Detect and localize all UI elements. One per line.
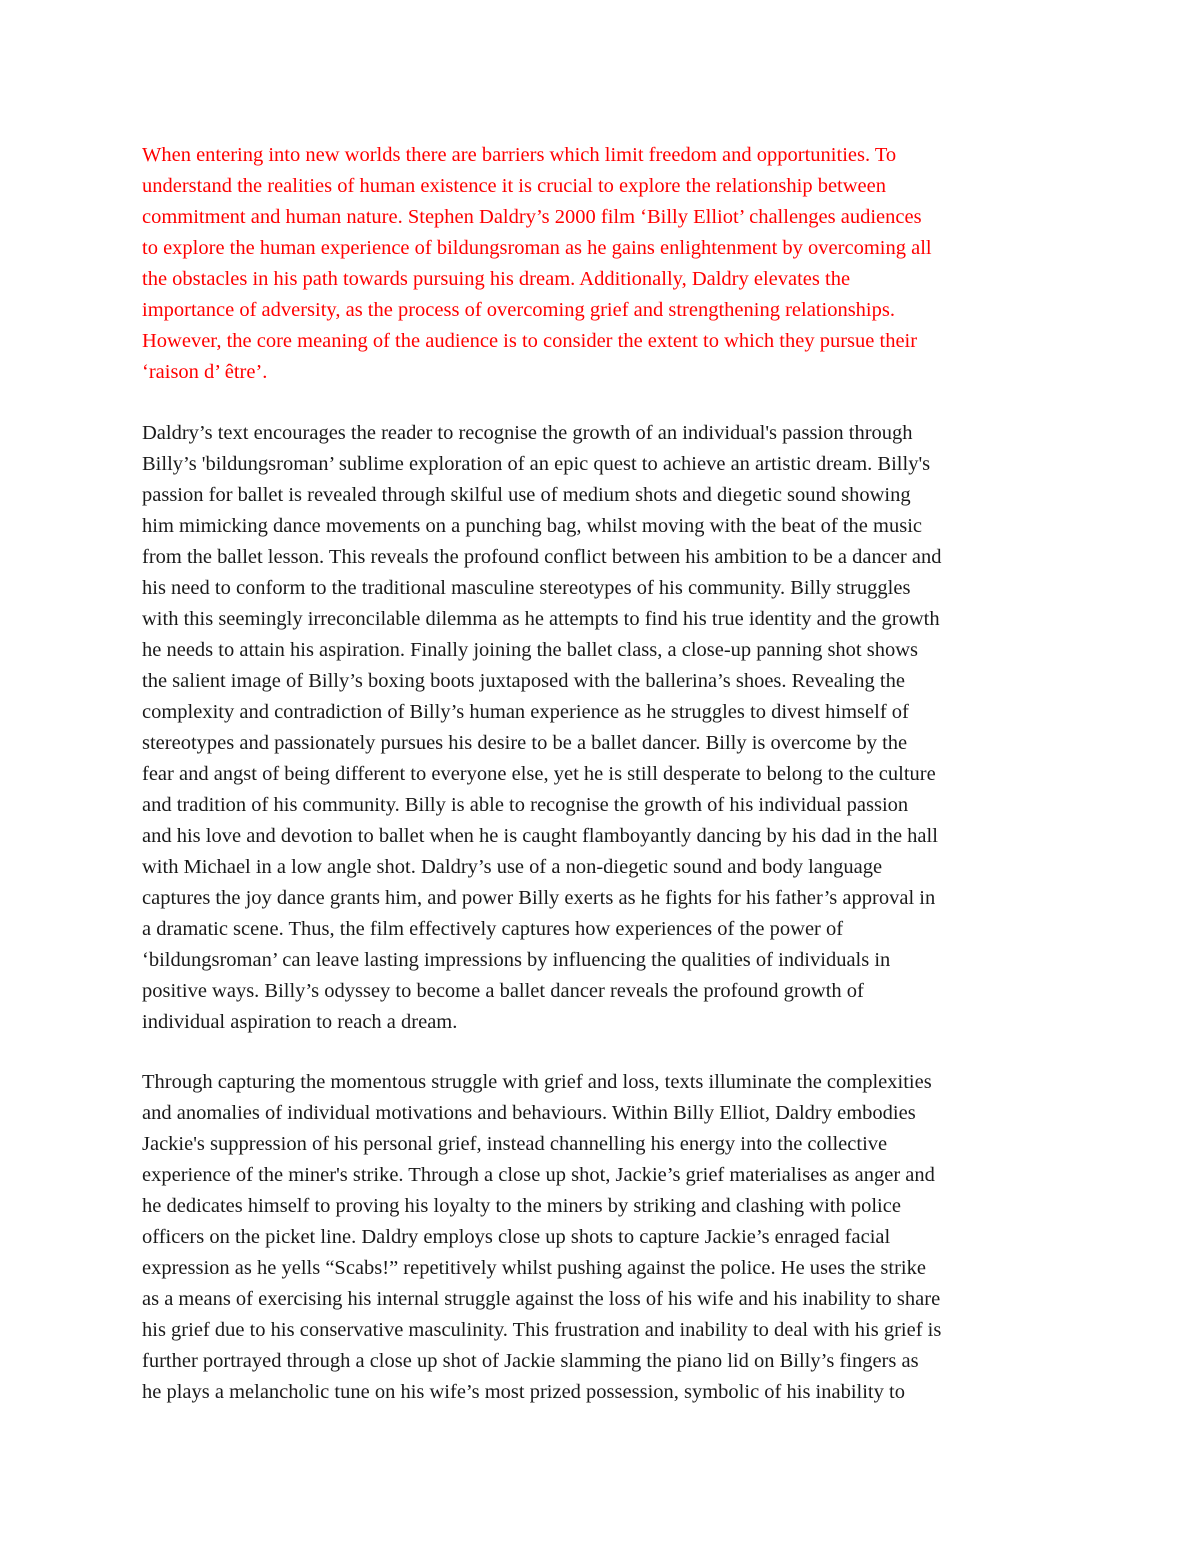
body-line: with Michael in a low angle shot. Daldry’s use of a non-diegetic sound and body language [142, 856, 883, 878]
body-line: individual aspiration to reach a dream. [142, 1011, 458, 1033]
body-line: Through capturing the momentous struggle with grief and loss, texts illuminate the complexities [142, 1071, 932, 1093]
body-line: a dramatic scene. Thus, the film effectively captures how experiences of the power of [142, 918, 844, 940]
body-line: ‘bildungsroman’ can leave lasting impressions by influencing the qualities of individuals in [142, 949, 891, 971]
body-line: positive ways. Billy’s odyssey to become a ballet dancer reveals the profound growth of [142, 980, 864, 1002]
body-line: with this seemingly irreconcilable dilemma as he attempts to find his true identity and the growth [142, 608, 940, 630]
intro-line: understand the realities of human existence it is crucial to explore the relationship between [142, 175, 887, 197]
body-line: Daldry’s text encourages the reader to recognise the growth of an individual's passion through [142, 422, 913, 444]
body-line: stereotypes and passionately pursues his desire to be a ballet dancer. Billy is overcome by the [142, 732, 908, 754]
body-line: expression as he yells “Scabs!” repetitively whilst pushing against the police. He uses the strike [142, 1257, 926, 1279]
body-line: and his love and devotion to ballet when he is caught flamboyantly dancing by his dad in the hall [142, 825, 938, 847]
body-line: complexity and contradiction of Billy’s human experience as he struggles to divest himself of [142, 701, 909, 723]
body-line: him mimicking dance movements on a punching bag, whilst moving with the beat of the music [142, 515, 923, 537]
body-line: officers on the picket line. Daldry employs close up shots to capture Jackie’s enraged facial [142, 1226, 891, 1248]
intro-line: When entering into new worlds there are barriers which limit freedom and opportunities. To [142, 144, 897, 166]
body-line: and tradition of his community. Billy is able to recognise the growth of his individual passion [142, 794, 909, 816]
body-paragraph-1 [142, 418, 1062, 1038]
body-line: passion for ballet is revealed through skilful use of medium shots and diegetic sound showing [142, 484, 911, 506]
body-line: further portrayed through a close up shot of Jackie slamming the piano lid on Billy’s fingers as [142, 1350, 919, 1372]
body-line: captures the joy dance grants him, and power Billy exerts as he fights for his father’s approval in [142, 887, 936, 909]
intro-line: the obstacles in his path towards pursuing his dream. Additionally, Daldry elevates the [142, 268, 851, 290]
body-line: as a means of exercising his internal struggle against the loss of his wife and his inability to share [142, 1288, 941, 1310]
intro-line: importance of adversity, as the process of overcoming grief and strengthening relationships. [142, 299, 895, 321]
body-line: Billy’s 'bildungsroman’ sublime exploration of an epic quest to achieve an artistic dream. Billy's [142, 453, 931, 475]
intro-line: However, the core meaning of the audience is to consider the extent to which they pursue their [142, 330, 918, 352]
intro-paragraph [142, 140, 1062, 388]
body-line: his grief due to his conservative masculinity. This frustration and inability to deal with his grief is [142, 1319, 942, 1341]
body-paragraph-2 [142, 1067, 1062, 1408]
body-line: he dedicates himself to proving his loyalty to the miners by striking and clashing with police [142, 1195, 901, 1217]
body-line: fear and angst of being different to everyone else, yet he is still desperate to belong to the culture [142, 763, 936, 785]
intro-line: to explore the human experience of bildungsroman as he gains enlightenment by overcoming all [142, 237, 932, 259]
body-line: he needs to attain his aspiration. Finally joining the ballet class, a close-up panning shot shows [142, 639, 919, 661]
body-line: experience of the miner's strike. Through a close up shot, Jackie’s grief materialises as anger and [142, 1164, 935, 1186]
body-line: Jackie's suppression of his personal grief, instead channelling his energy into the collective [142, 1133, 888, 1155]
body-line: and anomalies of individual motivations and behaviours. Within Billy Elliot, Daldry embodies [142, 1102, 916, 1124]
body-line: he plays a melancholic tune on his wife’s most prized possession, symbolic of his inability to [142, 1381, 905, 1403]
intro-line: ‘raison d’ être’. [142, 361, 268, 383]
body-line: from the ballet lesson. This reveals the profound conflict between his ambition to be a dancer and [142, 546, 942, 568]
body-line: the salient image of Billy’s boxing boots juxtaposed with the ballerina’s shoes. Revealing the [142, 670, 905, 692]
body-line: his need to conform to the traditional masculine stereotypes of his community. Billy struggles [142, 577, 911, 599]
intro-line: commitment and human nature. Stephen Daldry’s 2000 film ‘Billy Elliot’ challenges audiences [142, 206, 922, 228]
